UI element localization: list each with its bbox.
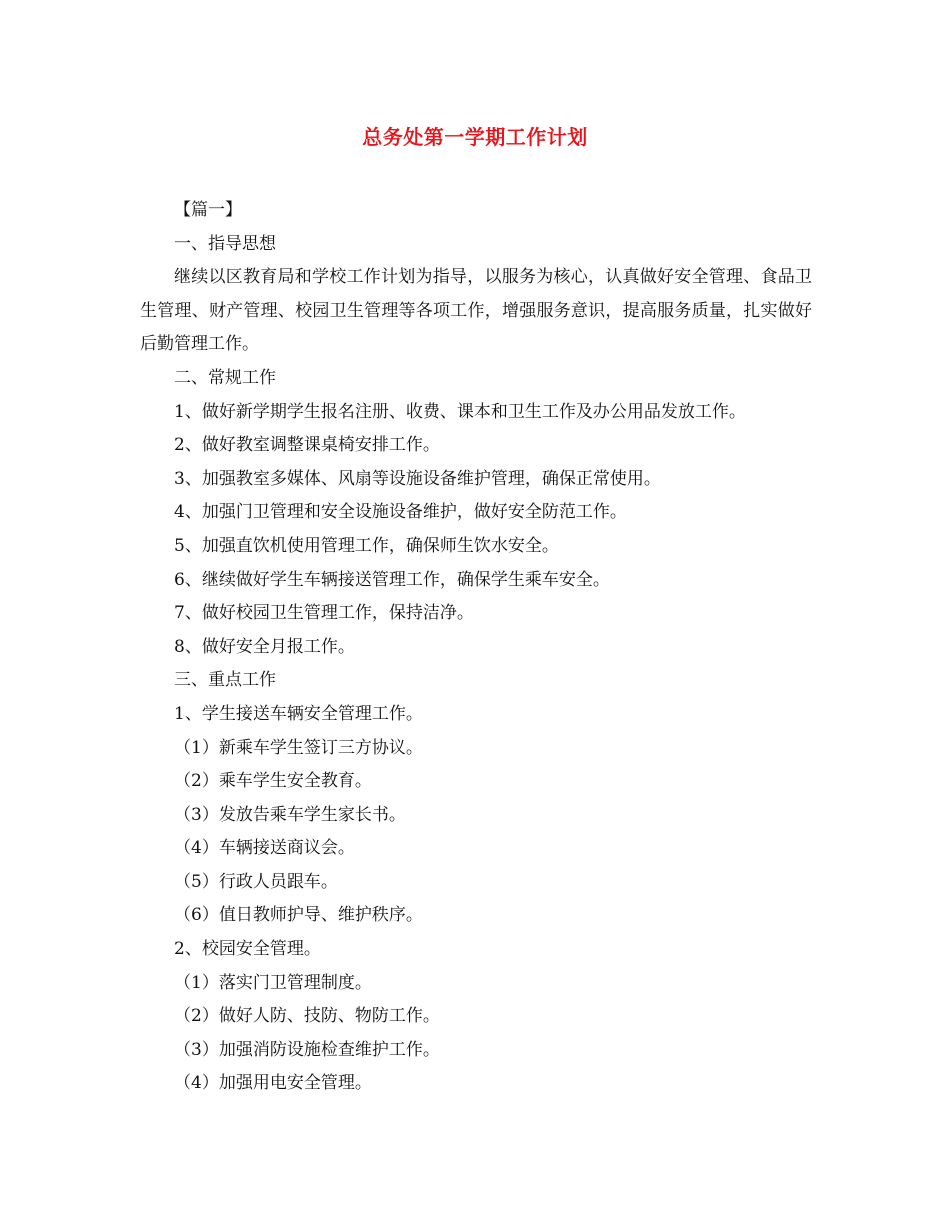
- document-body: [140, 194, 812, 1101]
- routine-item: 4、加强门卫管理和安全设施设备维护，做好安全防范工作。: [174, 502, 627, 523]
- key-work-subitem: （1）落实门卫管理制度。: [174, 972, 372, 993]
- routine-item: 6、继续做好学生车辆接送管理工作，确保学生乘车安全。: [174, 569, 610, 590]
- routine-item: 8、做好安全月报工作。: [174, 636, 355, 657]
- key-work-subitem: （2）乘车学生安全教育。: [174, 771, 372, 792]
- key-work-item: 2、校园安全管理。: [174, 939, 321, 960]
- key-work-subitem: （6）值日教师护导、维护秩序。: [174, 905, 423, 926]
- key-work-subitem: （4）加强用电安全管理。: [174, 1073, 372, 1094]
- key-work-subitem: （3）发放告乘车学生家长书。: [174, 804, 406, 825]
- routine-item: 1、做好新学期学生报名注册、收费、课本和卫生工作及办公用品发放工作。: [174, 401, 746, 422]
- routine-item: 5、加强直饮机使用管理工作，确保师生饮水安全。: [174, 535, 559, 556]
- key-work-subitem: （3）加强消防设施检查维护工作。: [174, 1039, 440, 1060]
- section-label: 【篇一】: [174, 200, 242, 220]
- key-work-subitem: （4）车辆接送商议会。: [174, 838, 355, 859]
- key-work-subitem: （2）做好人防、技防、物防工作。: [174, 1006, 440, 1027]
- key-work-item: 1、学生接送车辆安全管理工作。: [174, 703, 423, 724]
- paragraph-guiding-ideology: 继续以区教育局和学校工作计划为指导，以服务为核心，认真做好安全管理、食品卫生管理、财产管理、校园卫生管理等各项工作，增强服务意识，提高服务质量，扎实做好后勤管理工作。: [140, 267, 812, 355]
- routine-item: 3、加强教室多媒体、风扇等设施设备维护管理，确保正常使用。: [174, 468, 661, 489]
- routine-item: 2、做好教室调整课桌椅安排工作。: [174, 435, 440, 456]
- key-work-subitem: （1）新乘车学生签订三方协议。: [174, 737, 423, 758]
- heading-routine-work: 二、常规工作: [174, 367, 276, 388]
- document-title: 总务处第一学期工作计划: [362, 125, 588, 149]
- key-work-subitem: （5）行政人员跟车。: [174, 871, 338, 892]
- heading-key-work: 三、重点工作: [174, 670, 276, 691]
- heading-guiding-ideology: 一、指导思想: [174, 233, 276, 254]
- routine-item: 7、做好校园卫生管理工作，保持洁净。: [174, 603, 474, 624]
